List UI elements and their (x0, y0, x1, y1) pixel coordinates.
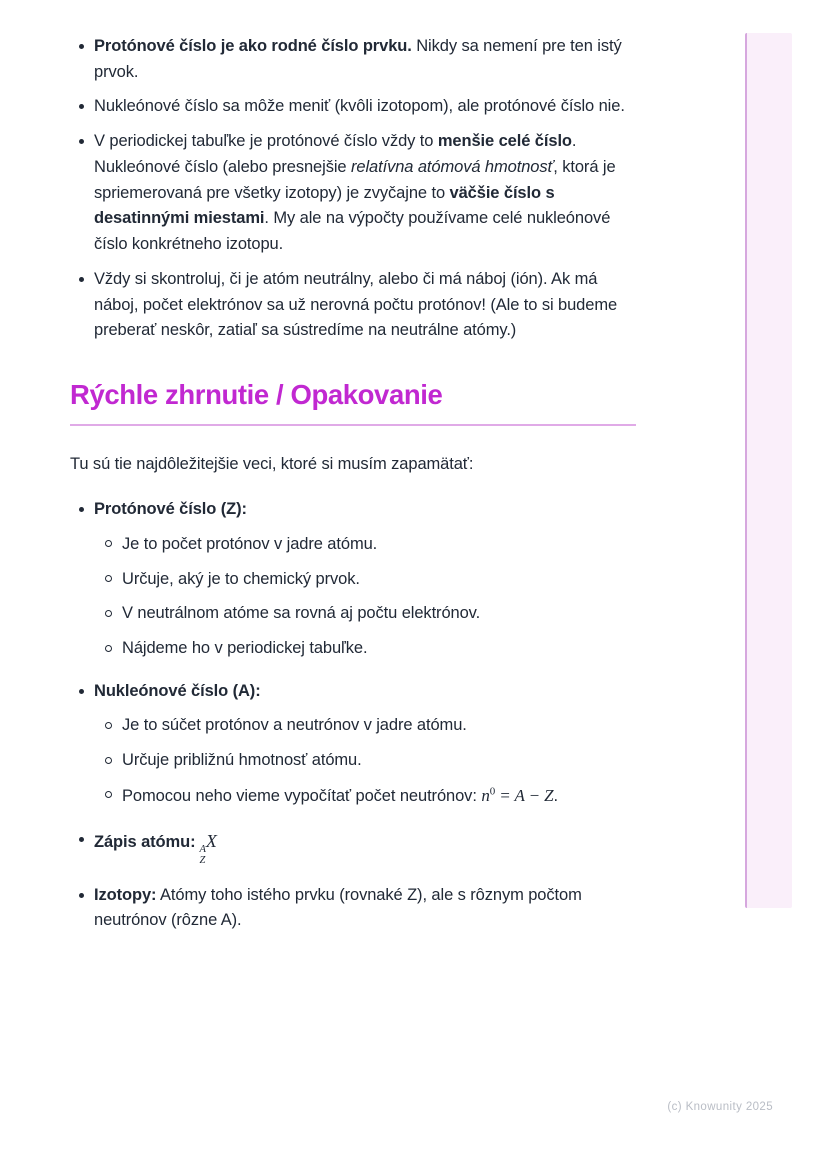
formula-superscript: 0 (489, 785, 496, 798)
term-label: Protónové číslo (Z): (94, 500, 247, 519)
bullet-text: Je to počet protónov v jadre atómu. (122, 534, 378, 553)
bullet-text: V periodickej tabuľke je protónové číslo vždy to (94, 132, 438, 151)
bullet-text: Protónové číslo je ako rodné číslo prvku. (94, 37, 412, 55)
formula-base: n (481, 785, 490, 805)
bullet-text: . My ale na výpočty používame celé nukleónové číslo konkrétneho izotopu. (94, 209, 611, 254)
bullet-text: Atómy toho istého prvku (rovnaké Z), ale s rôznym počtom neutrónov (rôzne A). (94, 885, 582, 930)
summary-list (70, 497, 636, 934)
formula-rest: = A − Z (495, 785, 554, 805)
bullet-text: Je to súčet protónov a neutrónov v jadre atómu. (122, 716, 467, 735)
sub-list-item (122, 532, 636, 558)
page-edge-decoration (745, 33, 792, 908)
sub-list-item (122, 748, 636, 774)
term-label: Zápis atómu: (94, 832, 196, 851)
note-content (70, 34, 636, 951)
sub-list-item (122, 636, 636, 662)
bullet-text: Nukleónové číslo sa môže meniť (kvôli izotopom), ale protónové číslo nie. (94, 97, 625, 116)
list-item (94, 34, 636, 85)
bullet-text: V neutrálnom atóme sa rovná aj počtu elektrónov. (122, 604, 481, 623)
sub-list-item (122, 713, 636, 739)
mass-number: A (199, 843, 206, 855)
list-item (94, 679, 636, 810)
list-item (94, 497, 636, 662)
element-symbol: X (205, 830, 217, 851)
intro-paragraph: Tu sú tie najdôležitejšie veci, ktoré si musím zapamätať: (70, 455, 474, 474)
list-item (94, 827, 636, 866)
bullet-text: väčšie číslo s desatinnými miestami (94, 183, 555, 228)
bullet-text: relatívna atómová hmotnosť (350, 157, 554, 176)
proton-number: Z (199, 854, 206, 866)
list-item (94, 94, 636, 120)
bullet-text: . Nukleónové číslo (alebo presnejšie (94, 132, 577, 176)
sub-list-item (122, 783, 636, 810)
bullet-text: Pomocou neho vieme vypočítať počet neutrónov: (122, 786, 482, 805)
section-heading: Rýchle zhrnutie / Opakovanie (70, 379, 443, 411)
sub-list-item (122, 601, 636, 627)
sub-list (94, 713, 636, 809)
bullet-text: , ktorá je spriemerovaná pre všetky izotopy) je zvyčajne to (94, 157, 616, 202)
neutron-formula (481, 786, 553, 805)
sub-list (94, 532, 636, 662)
list-item (94, 129, 636, 258)
term-label: Izotopy: (94, 885, 157, 904)
list-item (94, 883, 636, 934)
bullet-text: Nikdy sa nemení pre ten istý prvok. (94, 37, 622, 81)
copyright-footer: (c) Knowunity 2025 (667, 1101, 773, 1113)
bullet-text: menšie celé číslo (437, 132, 572, 151)
bullet-text: Určuje, aký je to chemický prvok. (122, 569, 360, 588)
term-label: Nukleónové číslo (A): (94, 681, 261, 700)
list-item (94, 267, 636, 344)
bullet-text: Nájdeme ho v periodickej tabuľke. (122, 639, 368, 657)
sub-list-item (122, 567, 636, 593)
bullet-text: Vždy si skontroluj, či je atóm neutrálny, alebo či má náboj (ión). Ak má náboj, počet elektrónov sa už nerovná počtu protónov! (Ale to si budeme preberať neskôr, zatiaľ sa sústredíme na neutrálne atómy.) (94, 269, 618, 340)
bullet-text: . (553, 786, 558, 805)
heading-rule (70, 424, 636, 426)
key-points-list (70, 34, 636, 344)
bullet-text: Určuje približnú hmotnosť atómu. (122, 751, 362, 770)
